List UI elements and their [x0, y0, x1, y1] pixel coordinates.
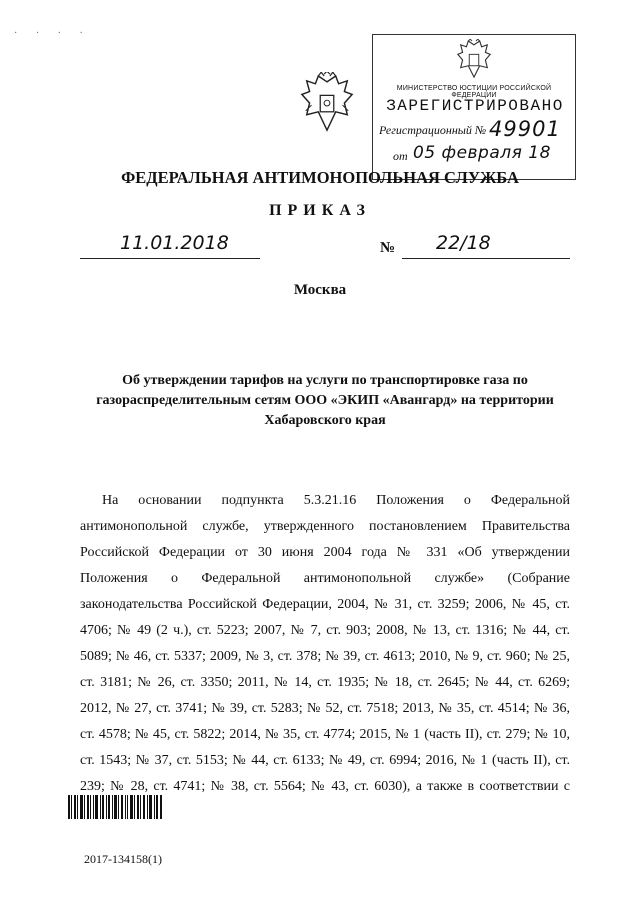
number-underline	[402, 258, 570, 259]
body-line: ст. 4578; № 45, ст. 5822; 2014, № 35, ст. 4774; 2015, № 1 (часть II), ст. 279; № 10,	[80, 727, 570, 742]
scan-artifact-dots: · · · ·	[14, 28, 91, 39]
date-underline	[80, 258, 260, 259]
document-type: ПРИКАЗ	[269, 202, 371, 219]
order-number-label: №	[380, 240, 396, 256]
coat-of-arms-icon	[298, 72, 356, 140]
order-number: 22/18	[436, 232, 491, 254]
barcode-icon	[68, 795, 162, 819]
stamp-ministry: МИНИСТЕРСТВО ЮСТИЦИИ РОССИЙСКОЙ ФЕДЕРАЦИИ	[396, 85, 552, 99]
body-line: 2012, № 27, ст. 3741; № 39, ст. 5283; № 52, ст. 7518; 2013, № 35, ст. 4514; № 36,	[80, 701, 570, 716]
stamp-date: 05 февраля 18	[413, 143, 551, 163]
order-subject	[80, 371, 570, 431]
body-line: 239; № 28, ст. 4741; № 38, ст. 5564; № 43, ст. 6030), а также в соответствии с	[80, 779, 570, 794]
stamp-reg-number: 49901	[489, 117, 561, 141]
subject-line: Об утверждении тарифов на услуги по транспортировке газа по	[122, 373, 528, 388]
body-line: Российской Федерации от 30 июня 2004 года № 331 «Об утверждении	[80, 545, 570, 560]
stamp-emblem-icon	[455, 39, 493, 83]
body-line: ст. 3181; № 26, ст. 3350; 2011, № 14, ст. 1935; № 18, ст. 2645; № 44, ст. 6269;	[80, 675, 570, 690]
agency-name: ФЕДЕРАЛЬНАЯ АНТИМОНОПОЛЬНАЯ СЛУЖБА	[121, 168, 519, 187]
body-line: законодательства Российской Федерации, 2004, № 31, ст. 3259; 2006, № 45, ст.	[80, 597, 570, 612]
body-paragraph	[80, 488, 570, 800]
stamp-reg-number-label: Регистрационный №	[379, 123, 487, 137]
city: Москва	[293, 282, 347, 298]
subject-line: газораспределительным сетям ООО «ЭКИП «Авангард» на территории	[96, 393, 554, 408]
body-line: 5089; № 46, ст. 5337; 2009, № 3, ст. 378; № 39, ст. 4613; 2010, № 9, ст. 960; № 25,	[80, 649, 570, 664]
body-line: антимонопольной службе, утвержденного постановлением Правительства	[80, 519, 570, 534]
subject-line: Хабаровского края	[264, 413, 386, 428]
body-line: Положения о Федеральной антимонопольной службе» (Собрание	[80, 571, 570, 586]
stamp-date-label: от	[393, 149, 408, 163]
body-line: 4706; № 49 (2 ч.), ст. 5223; 2007, № 7, ст. 903; 2008, № 13, ст. 1316; № 44, ст.	[80, 623, 570, 638]
body-line: ст. 1543; № 37, ст. 5153; № 44, ст. 6133; № 49, ст. 6994; 2016, № 1 (часть II), ст.	[80, 753, 570, 768]
registration-stamp	[372, 34, 576, 180]
stamp-registered-label: ЗАРЕГИСТРИРОВАНО	[386, 97, 564, 115]
body-line: На основании подпункта 5.3.21.16 Положения о Федеральной	[102, 493, 570, 508]
document-code: 2017-134158(1)	[84, 852, 162, 866]
order-date: 11.01.2018	[120, 232, 229, 254]
